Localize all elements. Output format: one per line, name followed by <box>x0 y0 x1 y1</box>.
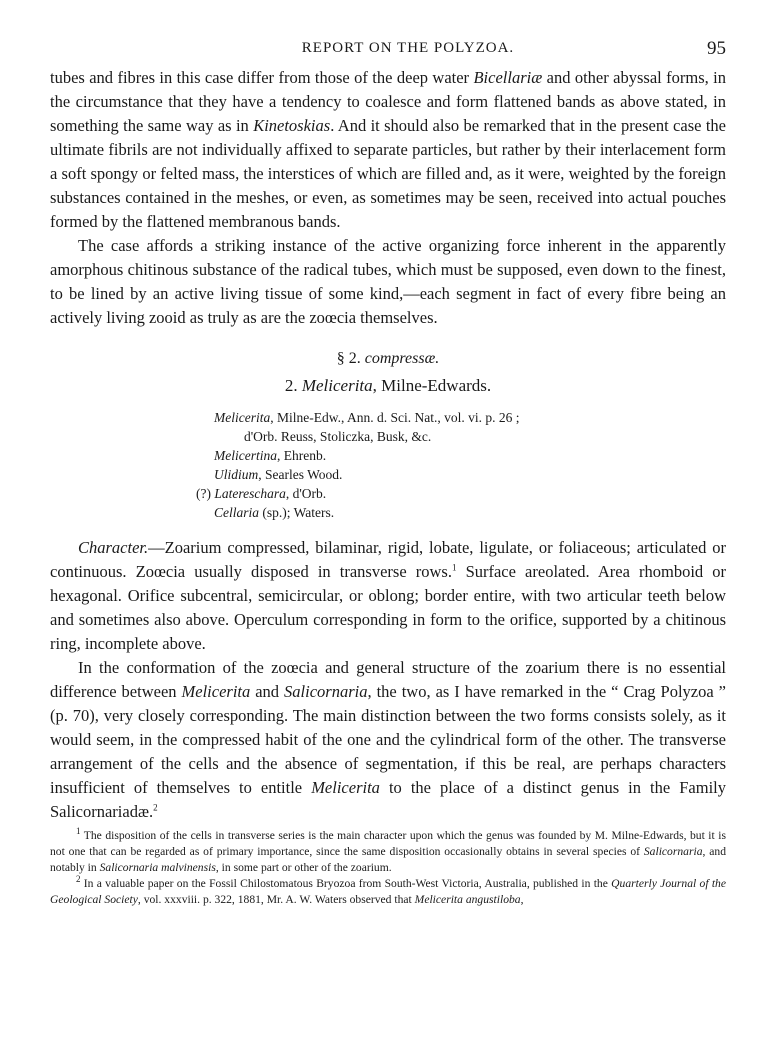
synonymy-entry: d'Orb. Reuss, Stoliczka, Busk, &c. <box>244 429 432 444</box>
genus-heading: 2. Melicerita, Milne-Edwards. <box>284 376 492 395</box>
page-number: 95 <box>707 38 726 59</box>
synonymy-list <box>196 408 726 522</box>
running-title: REPORT ON THE POLYZOA. <box>301 40 515 56</box>
section-heading: § 2. compressæ. <box>336 350 440 367</box>
synonymy-entry: Melicerita, Milne-Edw., Ann. d. Sci. Nat., vol. vi. p. 26 ; <box>214 410 520 425</box>
paragraph-conformation: In the conformation of the zoœcia and general structure of the zoarium there is no essential difference between Melicerita and Salicornaria, the two, as I have remarked in the “ Crag Polyzoa ” (p. 70), very closely corresponding. The main distinction between the two forms consists solely, as it would seem, in the compressed habit of the one and the cylindrical form of the other. The transverse arrangement of the cells and the absence of segmentation, if this be real, are perhaps characters insufficient of themselves to entitle Melicerita to the place of a distinct genus in the Family Salicornariadæ.$^2$ <box>50 658 727 821</box>
synonymy-entry: Cellaria (sp.); Waters. <box>214 505 335 520</box>
character-paragraph: Character.—Zoarium compressed, bilaminar, rigid, lobate, ligulate, or foliaceous; articulated or continuous. Zoœcia usually disposed in transverse rows.$^1$ Surface areolated. Area rhomboid or hexagonal. Orifice subcentral, semicircular, or oblong; border entire, with two articular teeth below and sometimes also above. Operculum corresponding in form to the orifice, supported by a chitinous ring, incomplete above. <box>50 538 726 653</box>
synonymy-entry: Melicertina, Ehrenb. <box>214 448 327 463</box>
footnote-1: $^1$ The disposition of the cells in transverse series is the main character upon which the genus was founded by M. Milne-Edwards, but it is not one that can be regarded as of primary importance, since the same disposition occasionally obtains in several species of Salicornaria, and notably in Salicornaria malvinensis, in some part or other of the zoarium. <box>50 826 726 874</box>
paragraph-organizing-force: The case affords a striking instance of the active organizing force inherent in the apparently amorphous chitinous substance of the radical tubes, which must be supposed, even down to the finest, to be lined by an active living tissue of some kind,—each segment in fact of every fibre being an actively living zooid as truly as are the zoœcia themselves. <box>50 236 726 327</box>
footnote-2: $^2$ In a valuable paper on the Fossil Chilostomatous Bryozoa from South-West Victoria, Australia, published in the Quarterly Journal of the Geological Society, vol. xxxviii. p. 322, 1881, Mr. A. W. Waters observed that Melicerita angustiloba, <box>50 874 727 906</box>
synonymy-entry: Ulidium, Searles Wood. <box>214 467 343 482</box>
paragraph-continued: tubes and fibres in this case differ from those of the deep water Bicellariæ and other abyssal forms, in the circumstance that they have a tendency to coalesce and form flattened bands as above stated, in something the same way as in Kinetoskias. And it should also be remarked that in the present case the ultimate fibrils are not individually affixed to separate particles, but rather by their interlacement form a soft spongy or felted mass, the interstices of which are filled and, as it were, weighted by the foreign substances contained in the meshes, or even, as sometimes may be seen, received into actual pouches formed by the flattened membranous bands. <box>50 68 726 231</box>
running-head <box>50 40 726 66</box>
synonymy-entry: (?) Latereschara, d'Orb. <box>196 486 327 501</box>
footnotes <box>50 828 726 908</box>
